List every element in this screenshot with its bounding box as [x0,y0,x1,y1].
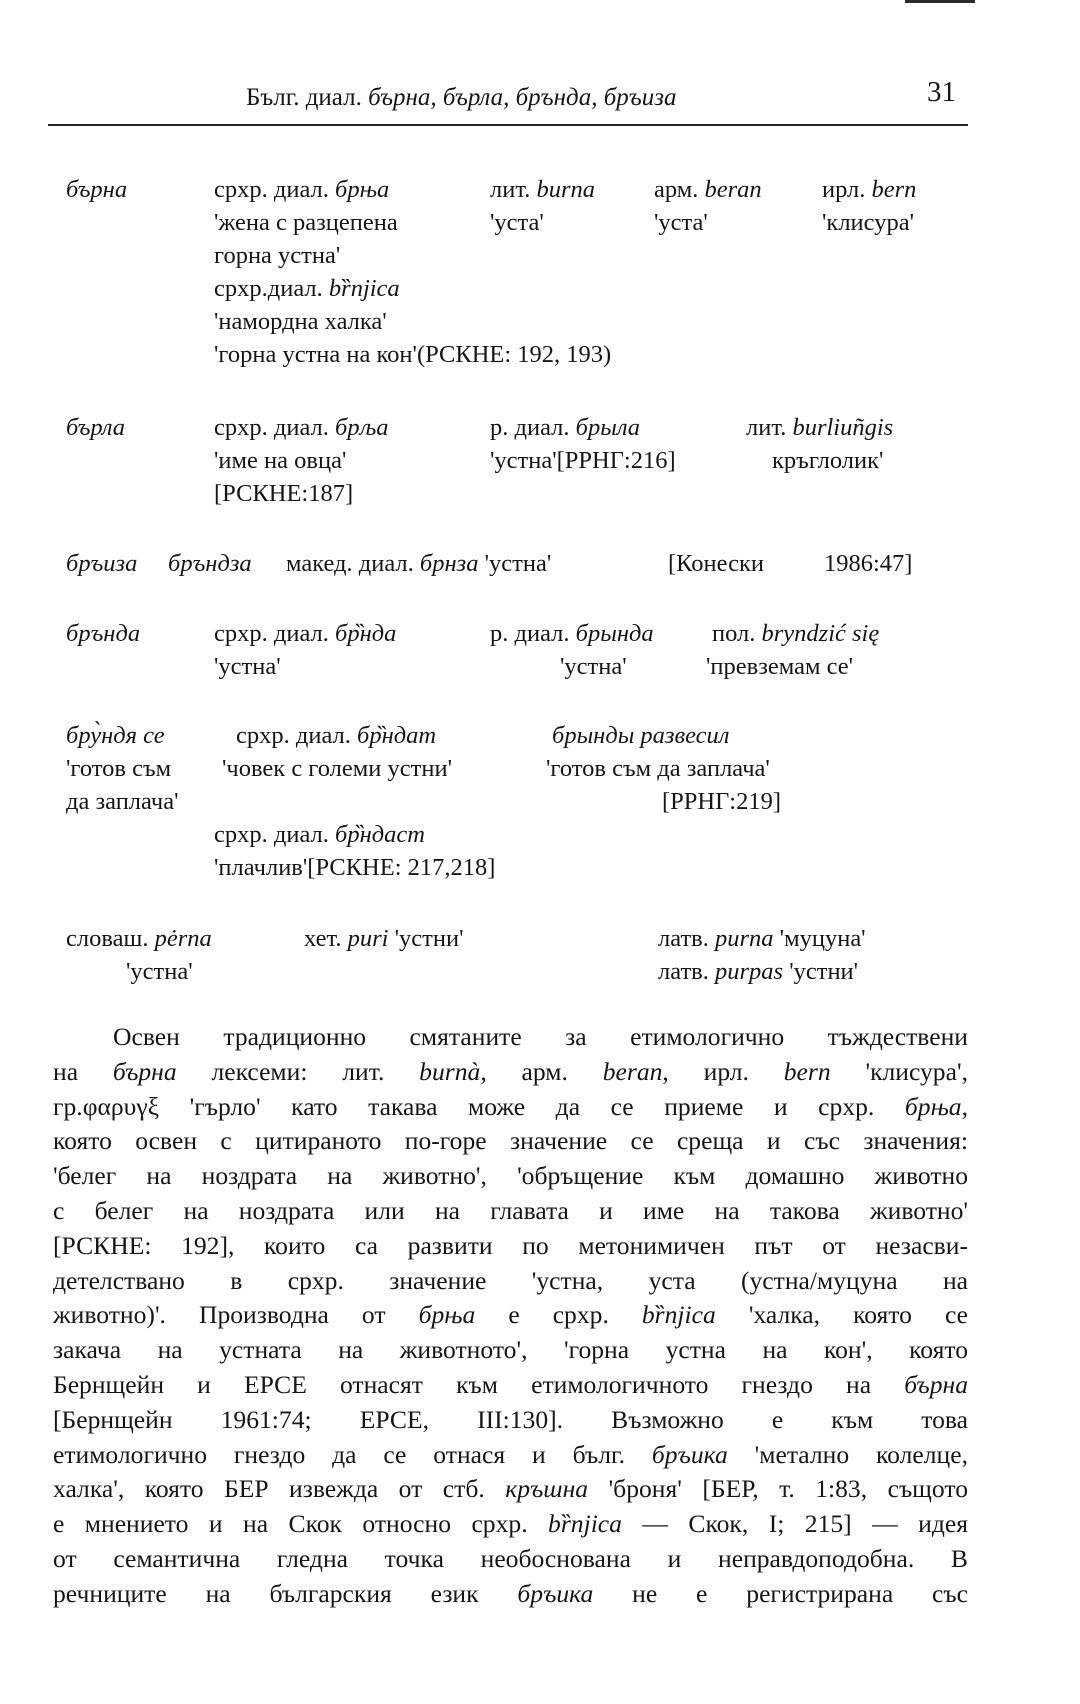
text-run: животно)'. Производна от [53,1300,419,1330]
text-run: 'броня' [БЕР, т. 1:83, същото [588,1474,968,1504]
b6-slovak-gloss: 'устна' [126,958,193,985]
b1-lit: лит. burna [490,176,595,203]
b2-ru: р. диал. брыла [490,414,641,441]
b6-latv2: латв. purpas 'устни' [658,958,859,985]
italic-term: бръика [517,1578,594,1608]
b2-srhr: срхр. диал. брља [214,414,389,441]
text-run: на [53,1056,113,1086]
italic-term: брња [418,1300,476,1330]
b1-srhr2-gloss2: 'горна устна на кон'(РСКНЕ: 192, 193) [214,341,612,368]
running-title-words: бърна, бърла, бръндa, бръиза [368,84,677,111]
text-run: е срхр. [475,1300,642,1330]
b6-hitt: хет. puri 'устни' [304,925,464,952]
headword-bryndza: бръндза [168,550,252,577]
text-run: закача на устната на животното', 'горна устна на кон', която [53,1335,968,1365]
b1-srhr2: срхр.диал. bȑnjica [214,275,400,302]
b2-lit-gloss: кръглолик' [772,447,884,474]
b1-irl: ирл. bern [822,176,917,203]
italic-term: bȑnjica [641,1300,716,1330]
text-run: 'метално колелце, [727,1439,968,1469]
b4-pol: пол. bryndzić się [712,620,880,647]
paragraph-line [53,1298,968,1333]
paragraph-line [53,1159,968,1194]
b5-head-gloss2: да заплача' [66,788,179,815]
running-title-prefix: Бълг. диал. [246,84,369,111]
paragraph-line [53,1403,968,1438]
b3-ref1: [Конески [668,550,765,577]
paragraph-line [53,1333,968,1368]
b2-srhr-gloss: 'име на овца' [214,447,347,474]
text-run: е мнението и на Скок относно срхр. [53,1509,549,1539]
italic-term: брња [904,1091,962,1121]
paragraph-line [53,1368,968,1403]
paragraph-line [53,1438,968,1473]
running-header [48,78,968,126]
b1-srhr-gloss2: горна устна' [214,242,341,269]
text-run: с белег на ноздрата или на главата и име на такова животно' [53,1195,968,1225]
b5-head-gloss: 'готов съм [66,755,172,782]
b4-srhr: срхр. диал. бр̏нда [214,620,397,647]
paragraph-line [53,1194,968,1229]
text-run: [Бернщейн 1961:74; ЕРСЕ, III:130]. Възможно е към това [53,1404,968,1434]
b5-srhr2-gloss: 'плачлив'[РСКНЕ: 217,218] [214,854,496,881]
b6-slovak: словаш. pėrna [66,925,212,952]
b5-ru-ref: [РРНГ:219] [662,788,781,815]
b6-latv1: латв. purna 'муцуна' [658,925,866,952]
b1-srhr2-gloss: 'намордна халка' [214,308,387,335]
paragraph-line [53,1264,968,1299]
italic-term: бръика [651,1439,728,1469]
text-run: 'белег на ноздрата на животно', 'обръщение към домашно животно [53,1161,968,1191]
italic-term: бърна [904,1369,968,1399]
text-run: 'клисура', [830,1056,968,1086]
headword-brundya-se: бру̀ндя се [66,722,165,749]
b1-srhr-gloss: 'жена с разцепена [214,209,398,236]
text-run: [РСКНЕ: 192], които са развити по метонимичен път от незасви- [53,1230,968,1260]
text-run: гр.φαρυγξ 'гърло' като такава може да се приеме и срхр. [53,1091,905,1121]
text-run: Освен традиционно смятаните за етимологично тъждествени [113,1022,968,1051]
b4-srhr-gloss: 'устна' [214,653,281,680]
italic-term: bern [783,1056,831,1086]
paragraph-line [53,1229,968,1264]
italic-term: burnà [419,1056,481,1086]
b3-ref2: 1986:47] [824,550,913,577]
b4-ru-gloss: 'устна' [560,653,627,680]
paragraph-line [53,1507,968,1542]
b1-arm: арм. beran [654,176,762,203]
text-run: от семантична гледна точка необоснована и неправдоподобна. В [53,1543,968,1573]
b2-srhr-ref: [РСКНЕ:187] [214,480,354,507]
headword-burla: бърла [66,414,125,441]
b5-srhr2: срхр. диал. бр̏ндаст [214,821,425,848]
b1-arm-gloss: 'уста' [654,209,708,236]
paragraph-line [53,1090,968,1125]
text-run: която освен с цитираното по-горе значение се среща и със значения: [53,1126,968,1156]
page-number: 31 [927,76,956,108]
paragraph-line [53,1472,968,1507]
text-run: , арм. [480,1056,603,1086]
italic-term: бърна [112,1056,177,1086]
body-paragraph [53,1020,968,1612]
headword-burna: бърна [66,176,128,203]
italic-term: кръшна [505,1474,589,1504]
b3-maked: макед. диал. брнза 'устна' [286,550,552,577]
text-run: речниците на българския език [53,1578,518,1608]
text-run: — Скок, I; 215] — идея [621,1509,969,1539]
text-run: Бернщейн и ЕРСЕ отнасят към етимологичното гнездо на [53,1369,905,1399]
text-run: 'халка, която се [715,1300,968,1330]
text-run: , [961,1091,968,1121]
text-run: , ирл. [662,1056,784,1086]
paragraph-line [53,1124,968,1159]
text-run: детелствано в срхр. значение 'устна, уста (устна/муцуна на [53,1265,968,1295]
text-run: не е регистрирана със [593,1578,968,1608]
paragraph-line [53,1542,968,1577]
text-run: етимологично гнездо да се отнася и бълг. [53,1439,652,1469]
b4-ru: р. диал. брында [490,620,654,647]
b2-lit: лит. burliuñgis [746,414,894,441]
headword-brynza: бръиза [66,550,138,577]
headword-brynda: бръндa [66,620,141,647]
running-title [246,84,677,112]
paragraph-line [53,1020,968,1055]
italic-term: beran [602,1056,663,1086]
b2-ru-gloss: 'устна'[РРНГ:216] [490,447,676,474]
b4-pol-gloss: 'превземам се' [706,653,854,680]
text-run: лексеми: лит. [176,1056,420,1086]
b1-irl-gloss: 'клисура' [822,209,914,236]
page-edge-line [905,0,975,3]
text-run: халка', която БЕР извежда от стб. [53,1474,506,1504]
b1-lit-gloss: 'уста' [490,209,544,236]
b5-ru: брынды развесил [552,722,730,749]
b1-srhr: срхр. диал. брња [214,176,390,203]
b5-srhr-gloss: 'човек с големи устни' [222,755,452,782]
paragraph-line [53,1577,968,1612]
b5-ru-gloss: 'готов съм да заплача' [546,755,770,782]
paragraph-line [53,1055,968,1090]
b5-srhr: срхр. диал. бр̏ндат [236,722,437,749]
italic-term: bȑnjica [548,1509,622,1539]
